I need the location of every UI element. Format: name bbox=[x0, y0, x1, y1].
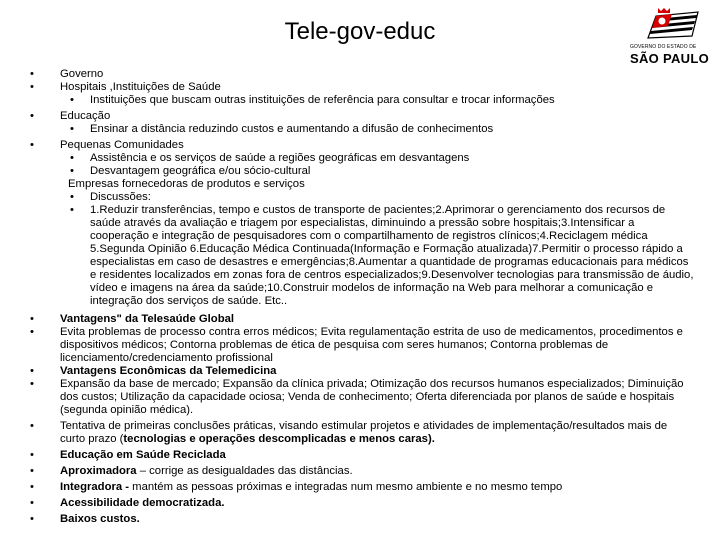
bullet: • bbox=[30, 313, 34, 325]
item-text: Educação em Saúde Reciclada bbox=[60, 449, 226, 461]
list-item-educacao bbox=[30, 110, 695, 123]
bullet: • bbox=[30, 81, 34, 93]
sub-bullet: • bbox=[70, 165, 74, 177]
sub-item bbox=[30, 152, 695, 165]
item-text: Educação bbox=[60, 110, 111, 122]
item-text: mantém as pessoas próximas e integradas num mesmo ambiente e no mesmo tempo bbox=[129, 481, 563, 493]
list-item-acessibilidade bbox=[30, 497, 695, 510]
logo-top-text: GOVERNO DO ESTADO DE bbox=[630, 44, 697, 50]
bullet: • bbox=[30, 513, 34, 525]
bullet: • bbox=[30, 420, 34, 432]
item-text: Baixos custos. bbox=[60, 513, 140, 525]
sub-bullet: • bbox=[70, 204, 74, 216]
sub-bullet: • bbox=[70, 191, 74, 203]
item-text: Evita problemas de processo contra erros médicos; Evita regulamentação estrita de uso de medicamentos, procedimentos e dispositivos médicos; Contorna problemas de ética de pesquisa com seres humanos; Contorna problemas de licenciamento/credenciamento profissional bbox=[60, 326, 683, 364]
sub-bullet: • bbox=[70, 94, 74, 106]
list-item-aproximadora bbox=[30, 465, 695, 478]
list-item-tentativa bbox=[30, 420, 695, 446]
item-text: Hospitais ,Instituições de Saúde bbox=[60, 81, 221, 93]
list-item-economicas-text bbox=[30, 378, 695, 417]
bullet: • bbox=[30, 449, 34, 461]
list-item-baixos bbox=[30, 513, 695, 526]
item-text: Governo bbox=[60, 68, 104, 80]
bullet: • bbox=[30, 497, 34, 509]
list-item-hospitais bbox=[30, 81, 695, 94]
sub-item bbox=[30, 165, 695, 178]
item-text: Acessibilidade democratizada. bbox=[60, 497, 225, 509]
sao-paulo-government-logo bbox=[628, 8, 710, 66]
sub-item-text: Discussões: bbox=[90, 191, 151, 203]
sub-item-discussoes-text bbox=[30, 204, 695, 308]
slide-content bbox=[30, 68, 695, 526]
sub-bullet: • bbox=[70, 152, 74, 164]
sub-item-text: Ensinar a distância reduzindo custos e aumentando a difusão de conhecimentos bbox=[90, 123, 494, 135]
flag-emblem-icon bbox=[628, 8, 710, 44]
item-text: – corrige as desigualdades das distâncias. bbox=[136, 465, 353, 477]
sub-item bbox=[30, 94, 695, 107]
item-text-bold: Aproximadora bbox=[60, 465, 137, 477]
sub-item bbox=[30, 191, 695, 204]
sub-item bbox=[30, 123, 695, 136]
item-text: Vantagens Econômicas da Telemedicina bbox=[60, 365, 277, 377]
sub-item-text: 1.Reduzir transferências, tempo e custos de transporte de pacientes;2.Aprimorar o gerenciamento dos recursos de saúde através da avaliação e triagem por especialistas, diminuindo a pressão sobre hospitais;3.Intensificar a cooperação e integração de pesquisadores com o compartilhamento de registros clínicos;4.Reciclagem médica 5.Segunda Opinião 6.Educação Médica Continuada(Informação e Formação atualizada)7.Permitir o processo rápido a especialistas em caso de desastres e emergências;8.Aumentar a quantidade de programas educacionais para médicos e residentes localizados em zonas fora de centros especializados;9.Desenvolver tecnologias para transmissão de áudio, vídeo e imagens na área da saúde;10.Construir modelos de informação na Web para melhorar a comunicação e integração dos serviços de saúde. Etc.. bbox=[90, 204, 694, 307]
list-item-governo bbox=[30, 68, 695, 81]
slide-title: Tele-gov-educ bbox=[284, 18, 436, 45]
bullet: • bbox=[30, 110, 34, 122]
sub-item-text: Instituições que buscam outras instituições de referência para consultar e trocar informações bbox=[90, 94, 555, 106]
bullet: • bbox=[30, 139, 34, 151]
bullet: • bbox=[30, 378, 34, 390]
list-item-pequenas bbox=[30, 139, 695, 152]
bullet: • bbox=[30, 68, 34, 80]
item-text: Vantagens" da Telesaúde Global bbox=[60, 313, 235, 325]
list-item-economicas bbox=[30, 365, 695, 378]
item-text: Pequenas Comunidades bbox=[60, 139, 184, 151]
sub-item-text: Assistência e os serviços de saúde a regiões geográficas em desvantagens bbox=[90, 152, 470, 164]
sub-item-text: Desvantagem geográfica e/ou sócio-cultural bbox=[90, 165, 311, 177]
sub-heading-text: Empresas fornecedoras de produtos e serviços bbox=[68, 178, 305, 190]
item-text: Expansão da base de mercado; Expansão da clínica privada; Otimização dos recursos humanos especializados; Diminuição dos custos; Utilização da capacidade ociosa; Venda de conhecimento; Oferta diferenciada por planos de saúde e hospitais (segunda opinião médica). bbox=[60, 378, 684, 416]
sub-heading bbox=[30, 178, 695, 191]
item-text: Tentativa de primeiras conclusões práticas, visando estimular projetos e atividades de implementação/resultados mais de curto prazo ( bbox=[60, 420, 668, 445]
item-text-bold: tecnologias e operações descomplicadas e menos caras). bbox=[123, 433, 435, 445]
bullet: • bbox=[30, 365, 34, 377]
item-text-bold: Integradora - bbox=[60, 481, 130, 493]
list-item-vantagens-text bbox=[30, 326, 695, 365]
list-item-reciclada bbox=[30, 449, 695, 462]
bullet: • bbox=[30, 465, 34, 477]
bullet: • bbox=[30, 326, 34, 338]
list-item-integradora bbox=[30, 481, 695, 494]
logo-main-text: SÃO PAULO bbox=[630, 51, 710, 66]
sub-bullet: • bbox=[70, 123, 74, 135]
bullet: • bbox=[30, 481, 34, 493]
list-item-vantagens bbox=[30, 313, 695, 326]
